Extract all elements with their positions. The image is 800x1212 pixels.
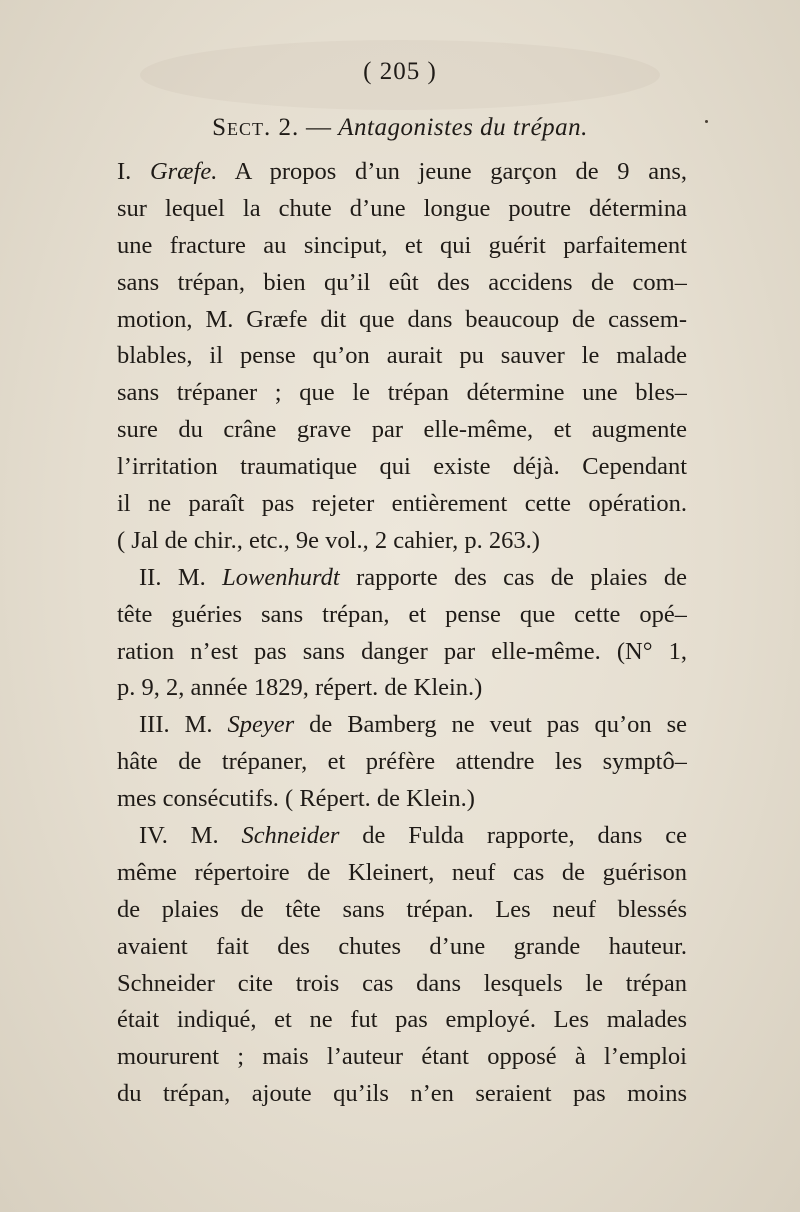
text-line: [117, 412, 687, 449]
text-line: [117, 855, 687, 892]
author-name: Lowenhurdt: [222, 563, 340, 591]
text-line: [117, 670, 687, 707]
body-text: [117, 154, 687, 1113]
text-segment: sans trépan, bien qu’il eût des accidens de com–: [117, 268, 687, 296]
text-line: [117, 449, 687, 486]
text-line: [117, 707, 687, 744]
text-line: [117, 265, 687, 302]
text-line: [117, 892, 687, 929]
text-segment: tête guéries sans trépan, et pense que cette opé–: [117, 600, 687, 628]
text-segment: ration n’est pas sans danger par elle-même. (N° 1,: [117, 637, 687, 665]
text-segment: sans trépaner ; que le trépan détermine une bles–: [117, 379, 687, 407]
text-segment: de Fulda rapporte, dans ce: [339, 822, 687, 850]
text-line: [117, 1002, 687, 1039]
text-line: [117, 375, 687, 412]
text-segment: blables, il pense qu’on aurait pu sauver le malade: [117, 342, 687, 370]
text-segment: avaient fait des chutes d’une grande hauteur.: [117, 932, 687, 960]
text-segment: l’irritation traumatique qui existe déjà. Cependant: [117, 453, 687, 481]
text-line: [117, 560, 687, 597]
text-line: [117, 781, 687, 818]
text-line: [117, 302, 687, 339]
text-segment: une fracture au sinciput, et qui guérit parfaitement: [117, 231, 687, 259]
text-line: [117, 597, 687, 634]
text-segment: Schneider cite trois cas dans lesquels le trépan: [117, 969, 687, 997]
section-prefix: Sect. 2.: [212, 114, 300, 141]
section-title-text: Antagonistes du trépan.: [338, 114, 588, 141]
text-segment: II. M.: [139, 563, 223, 591]
text-line: [117, 818, 687, 855]
text-segment: hâte de trépaner, et préfère attendre les symptô–: [117, 748, 687, 776]
author-name: Speyer: [227, 711, 295, 739]
section-title: [0, 114, 800, 142]
text-segment: sur lequel la chute d’une longue poutre détermina: [117, 194, 687, 222]
text-segment: rapporte des cas de plaies de: [339, 563, 687, 591]
text-segment: sure du crâne grave par elle-même, et augmente: [117, 416, 687, 444]
author-name: Græfe.: [149, 158, 218, 185]
text-line: [117, 966, 687, 1003]
text-line: [117, 1039, 687, 1076]
text-segment: de Bamberg ne veut pas qu’on se: [294, 711, 687, 739]
text-line: [117, 744, 687, 781]
text-line: [117, 338, 687, 375]
text-segment: mes consécutifs. ( Répert. de Klein.): [117, 785, 475, 813]
text-line: [117, 486, 687, 523]
text-segment: il ne paraît pas rejeter entièrement cette opération.: [117, 490, 687, 518]
text-line: [117, 1076, 687, 1113]
page-number: ( 205 ): [363, 58, 437, 85]
text-line: [117, 154, 687, 191]
text-segment: était indiqué, et ne fut pas employé. Les malades: [117, 1006, 687, 1034]
text-segment: I.: [117, 158, 150, 185]
author-name: Schneider: [241, 822, 340, 850]
text-line: [117, 929, 687, 966]
text-segment: motion, M. Græfe dit que dans beaucoup de cassem-: [117, 305, 687, 333]
text-line: [117, 228, 687, 265]
text-line: [117, 634, 687, 671]
text-segment: même répertoire de Kleinert, neuf cas de guérison: [117, 858, 687, 886]
text-segment: ( Jal de chir., etc., 9e vol., 2 cahier, p. 263.): [117, 526, 540, 554]
text-line: [117, 191, 687, 228]
text-line: [117, 523, 687, 560]
text-segment: A propos d’un jeune garçon de 9 ans,: [217, 158, 687, 185]
text-segment: du trépan, ajoute qu’ils n’en seraient pas moins: [117, 1080, 687, 1108]
text-segment: IV. M.: [139, 822, 242, 850]
text-segment: de plaies de tête sans trépan. Les neuf blessés: [117, 895, 687, 923]
text-segment: p. 9, 2, année 1829, répert. de Klein.): [117, 674, 483, 702]
text-segment: moururent ; mais l’auteur étant opposé à l’emploi: [117, 1043, 687, 1071]
text-segment: III. M.: [139, 711, 228, 739]
section-dash: —: [305, 114, 332, 141]
